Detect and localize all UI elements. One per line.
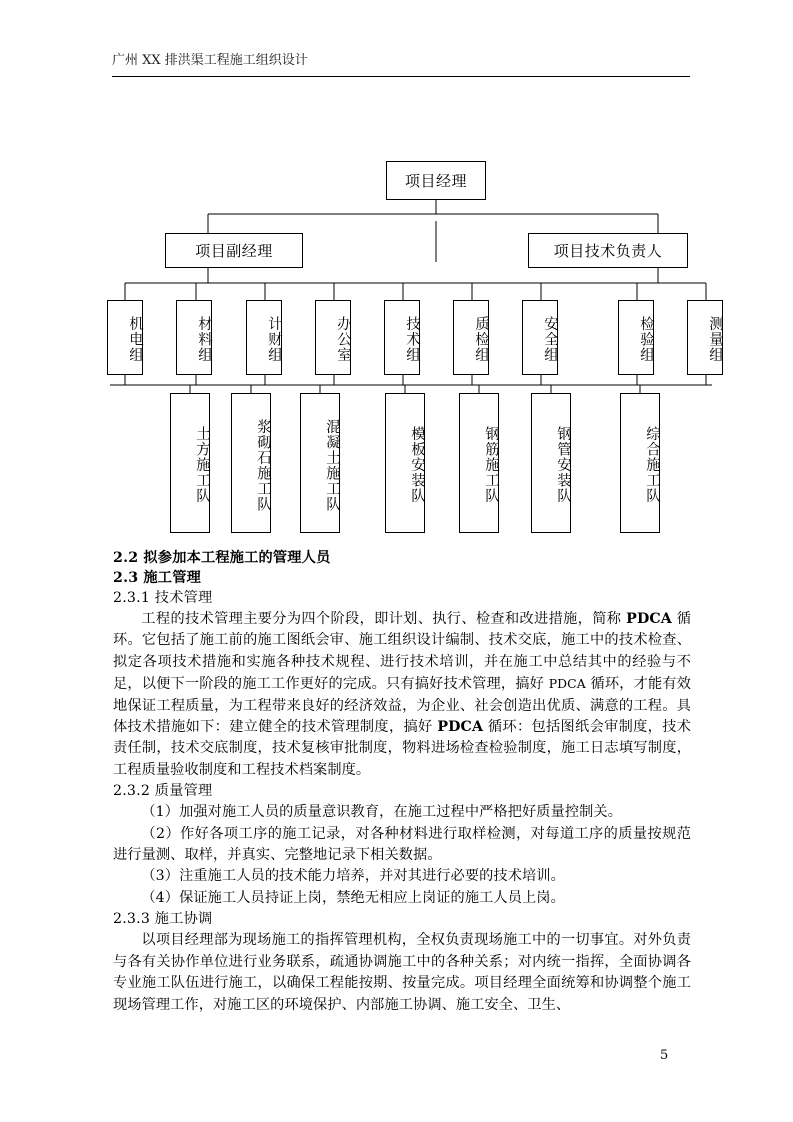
- header-title: 广州 XX 排洪渠工程施工组织设计: [112, 53, 308, 68]
- org-node-dept-safety: [522, 300, 558, 375]
- org-node-team-steel-pipe: [531, 393, 571, 533]
- org-node-dept-planning-finance: [246, 300, 282, 375]
- org-node-label: 计财组: [266, 316, 282, 363]
- org-node-label: 土方施工队: [194, 426, 210, 504]
- org-node-project-manager: [386, 161, 486, 200]
- pdca-term-2: PDCA: [548, 676, 586, 692]
- org-node-deputy-project-manager: [165, 233, 303, 268]
- para-text-d: 循环：包括图纸会审制度，技术责任制，技术交底制度，技术复核审批制度，物料进场检查检验制度，施工日志填写制度，工程质量验收制度和工程技术档案制度。: [113, 719, 692, 778]
- org-node-label: 项目副经理: [195, 242, 273, 260]
- org-node-label: 材料组: [196, 316, 212, 363]
- heading-2-2: 2.2 拟参加本工程施工的管理人员: [113, 550, 331, 566]
- org-node-team-masonry: [231, 393, 271, 533]
- heading-2-3: 2.3 施工管理: [113, 570, 201, 586]
- heading-2-3-3: 2.3.3 施工协调: [113, 911, 213, 928]
- org-node-dept-materials: [176, 300, 212, 375]
- org-node-team-formwork: [385, 393, 425, 533]
- pdca-term-3: PDCA: [437, 719, 484, 736]
- org-node-label: 综合施工队: [644, 426, 660, 504]
- page-number: 5: [660, 1048, 669, 1063]
- org-node-dept-technical: [384, 300, 420, 375]
- document-body: [113, 548, 691, 1016]
- org-node-team-general: [620, 393, 660, 533]
- org-node-dept-survey: [687, 300, 723, 375]
- organization-chart: [0, 0, 793, 560]
- quality-item-1: （1）加强对施工人员的质量意识教育，在施工过程中严格把好质量控制关。: [141, 804, 623, 821]
- org-node-label: 质检组: [473, 316, 489, 363]
- heading-2-3-1: 2.3.1 技术管理: [113, 590, 213, 606]
- org-node-team-earthwork: [170, 393, 210, 533]
- org-node-label: 机电组: [127, 316, 143, 363]
- org-node-label: 检验组: [638, 316, 654, 363]
- org-node-team-rebar: [459, 393, 499, 533]
- org-node-dept-electromechanical: [107, 300, 143, 375]
- org-node-technical-lead: [528, 233, 688, 268]
- org-node-dept-testing: [618, 300, 654, 375]
- quality-item-2: （2）作好各项工序的施工记录，对各种材料进行取样检测，对每道工序的质量按规范进行量测、取样，并真实、完整地记录下相关数据。: [113, 825, 691, 864]
- heading-2-3-2: 2.3.2 质量管理: [113, 783, 213, 800]
- org-node-dept-quality-inspection: [453, 300, 489, 375]
- org-node-team-concrete: [300, 393, 340, 533]
- org-node-label: 安全组: [542, 316, 558, 363]
- org-node-label: 办公室: [335, 316, 351, 363]
- paragraph-construction-coordination: 以项目经理部为现场施工的指挥管理机构，全权负责现场施工中的一切事宜。对外负责与各有关协作单位进行业务联系，疏通协调施工中的各种关系；对内统一指挥，全面协调各专业施工队伍进行施工，以确保工程能按期、按量完成。项目经理全面统筹和协调整个施工现场管理工作，对施工区的环境保护、内部施工协调、施工安全、卫生、: [113, 932, 691, 1013]
- pdca-term-1: PDCA: [626, 611, 672, 627]
- org-node-label: 浆砌石施工队: [255, 418, 271, 512]
- para-text-a: 工程的技术管理主要分为四个阶段，即计划、执行、检查和改进措施，简称: [141, 611, 627, 627]
- quality-item-3: （3）注重施工人员的技术能力培养，并对其进行必要的技术培训。: [141, 868, 565, 885]
- paragraph-technical-management: [113, 609, 691, 781]
- org-node-label: 模板安装队: [409, 426, 425, 504]
- org-node-label: 项目技术负责人: [553, 242, 663, 260]
- org-node-label: 测量组: [707, 316, 723, 363]
- para-text-b: 循环。它包括了施工前的施工图纸会审、施工组织设计编制、技术交底，施工中的技术检查、拟定各项技术措施和实施各种技术规程、进行技术培训，并在施工中总结其中的经验与不足，以便下一阶段的施工工作更好的完成。只有搞好技术管理，搞好: [113, 611, 691, 693]
- org-node-label: 钢筋施工队: [483, 426, 499, 504]
- org-node-label: 钢管安装队: [555, 426, 571, 504]
- para-text-c: 循环，才能有效地保证工程质量，为工程带来良好的经济效益，为企业、社会创造出优质、满意的工程。具体技术措施如下：建立健全的技术管理制度，搞好: [113, 676, 691, 736]
- org-node-label: 混凝土施工队: [324, 418, 340, 512]
- org-node-label: 技术组: [404, 316, 420, 363]
- org-node-label: 项目经理: [404, 172, 467, 190]
- quality-item-4: （4）保证施工人员持证上岗，禁绝无相应上岗证的施工人员上岗。: [141, 889, 565, 906]
- org-node-dept-office: [315, 300, 351, 375]
